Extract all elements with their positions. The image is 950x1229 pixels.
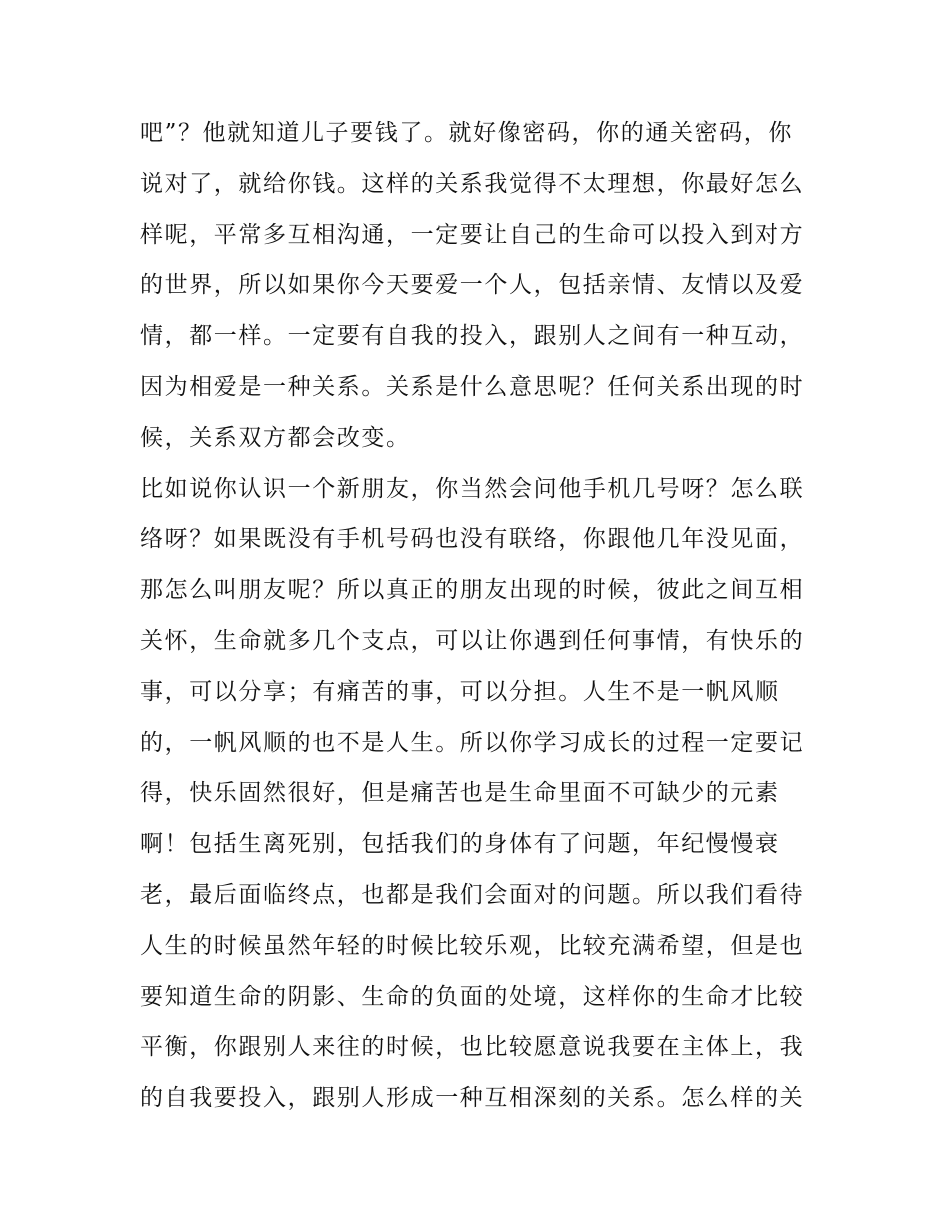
text-line-10: 那怎么叫朋友呢？所以真正的朋友出现的时候，彼此之间互相 <box>140 577 805 604</box>
text-line-11: 关怀，生命就多几个支点，可以让你遇到任何事情，有快乐的 <box>140 627 805 654</box>
text-line-19: 平衡，你跟别人来往的时候，也比较愿意说我要在主体上，我 <box>140 1034 805 1061</box>
text-line-6: 因为相爱是一种关系。关系是什么意思呢？任何关系出现的时 <box>140 373 805 400</box>
text-line-20: 的自我要投入，跟别人形成一种互相深刻的关系。怎么样的关 <box>140 1085 805 1112</box>
text-line-5: 情，都一样。一定要有自我的投入，跟别人之间有一种互动， <box>140 323 805 350</box>
text-line-15: 啊！包括生离死别，包括我们的身体有了问题，年纪慢慢衰 <box>140 831 780 858</box>
text-line-16: 老，最后面临终点，也都是我们会面对的问题。所以我们看待 <box>140 881 805 908</box>
text-line-14: 得，快乐固然很好，但是痛苦也是生命里面不可缺少的元素 <box>140 780 780 807</box>
text-line-13: 的，一帆风顺的也不是人生。所以你学习成长的过程一定要记 <box>140 729 805 756</box>
text-line-18: 要知道生命的阴影、生命的负面的处境，这样你的生命才比较 <box>140 983 805 1010</box>
text-line-9: 络呀？如果既没有手机号码也没有联络，你跟他几年没见面， <box>140 526 805 553</box>
text-line-7: 候，关系双方都会改变。 <box>140 424 411 451</box>
body-text <box>140 108 820 1124</box>
text-line-8: 比如说你认识一个新朋友，你当然会问他手机几号呀？怎么联 <box>140 475 805 502</box>
text-line-12: 事，可以分享；有痛苦的事，可以分担。人生不是一帆风顺 <box>140 678 780 705</box>
text-line-17: 人生的时候虽然年轻的时候比较乐观，比较充满希望，但是也 <box>140 932 805 959</box>
text-line-1: 吧”？他就知道儿子要钱了。就好像密码，你的通关密码，你 <box>140 120 793 146</box>
text-line-3: 样呢，平常多互相沟通，一定要让自己的生命可以投入到对方 <box>140 221 805 248</box>
text-line-4: 的世界，所以如果你今天要爱一个人，包括亲情、友情以及爱 <box>140 272 805 299</box>
text-line-2: 说对了，就给你钱。这样的关系我觉得不太理想，你最好怎么 <box>140 170 805 197</box>
